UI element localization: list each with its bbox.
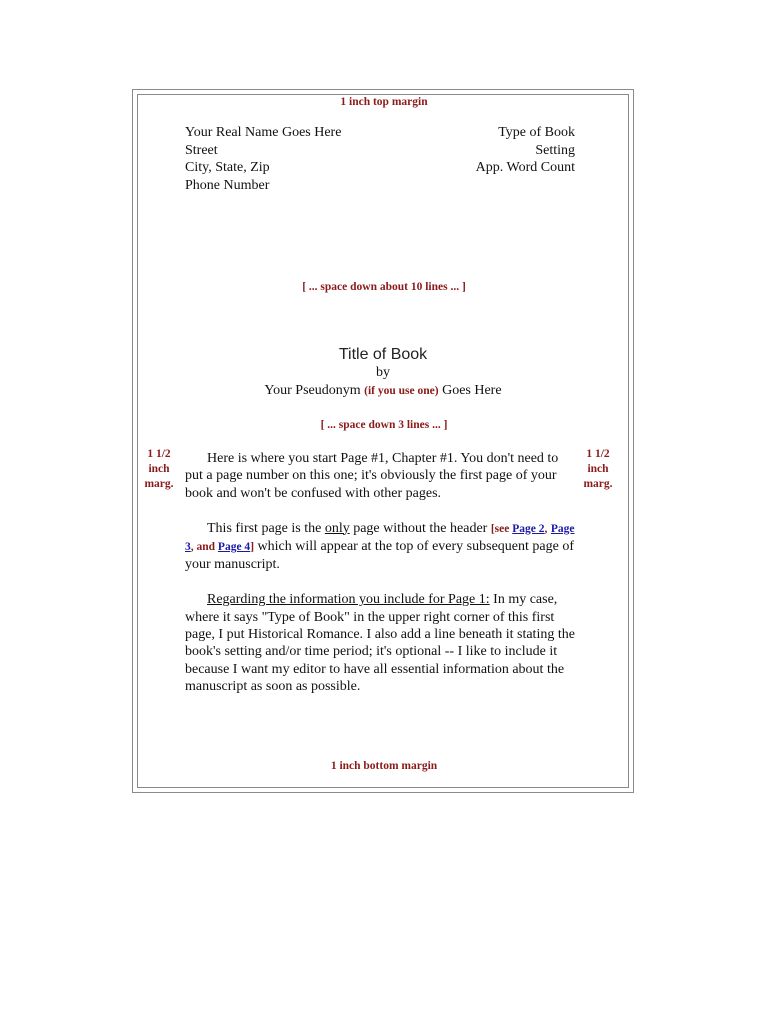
- top-margin-note: 1 inch top margin: [340, 96, 428, 108]
- page-4-link[interactable]: Page 4: [217, 541, 251, 554]
- book-setting: Setting: [535, 142, 575, 158]
- type-of-book: Type of Book: [498, 125, 575, 140]
- bottom-margin-note: 1 inch bottom margin: [330, 760, 438, 772]
- author-contact-block: [185, 124, 341, 194]
- pseudonym-text: Your Pseudonym: [264, 383, 365, 398]
- right-margin-note-line: marg.: [583, 478, 613, 490]
- page-1-info-heading: Regarding the information you include for Page 1:: [207, 592, 490, 608]
- pseudonym-note: (if you use one): [364, 385, 439, 397]
- space-down-3-note: [ ... space down 3 lines ... ]: [320, 419, 448, 431]
- book-info-block: [440, 124, 575, 177]
- right-margin-note: [574, 447, 622, 492]
- link-separator: ,: [544, 522, 548, 535]
- manuscript-body: [185, 450, 575, 713]
- right-margin-note-line: inch: [587, 463, 609, 475]
- word-count: App. Word Count: [475, 160, 575, 175]
- paragraph-2-text: page without the header: [349, 520, 491, 536]
- by-line: by: [376, 365, 390, 380]
- paragraph-1: Here is where you start Page #1, Chapter #1. You don't need to put a page number on this one; it's obviously the first page of your book and won't be confused with other pages.: [185, 451, 559, 501]
- space-down-10-note: [ ... space down about 10 lines ... ]: [302, 281, 466, 293]
- paragraph-2: [185, 520, 575, 574]
- paragraph-2-text: This first page is the: [207, 520, 325, 536]
- book-title: Title of Book: [338, 346, 428, 363]
- left-margin-note-line: marg.: [144, 478, 174, 490]
- pseudonym-line: [132, 382, 634, 400]
- page-3-link[interactable]: Page 3: [185, 522, 575, 554]
- author-real-name: Your Real Name Goes Here: [185, 125, 342, 140]
- left-margin-note-line: 1 1/2: [147, 448, 171, 460]
- link-separator: , and: [190, 541, 218, 554]
- author-city-state-zip: City, State, Zip: [185, 160, 270, 175]
- paragraph-3: [185, 591, 575, 695]
- paragraph-2-text: which will appear at the top of every subsequent page of your manuscript.: [185, 539, 574, 573]
- only-emphasis: only: [324, 520, 350, 536]
- see-bracket-close: ]: [250, 541, 255, 554]
- page-2-link[interactable]: Page 2: [512, 522, 545, 535]
- left-margin-note: [135, 447, 183, 492]
- author-street: Street: [185, 142, 218, 158]
- author-phone: Phone Number: [185, 177, 270, 193]
- see-bracket: [see: [490, 522, 513, 535]
- title-block: [132, 345, 634, 400]
- paragraph-3-text: In my case, where it says "Type of Book" in the upper right corner of this first page, I put Historical Romance. I also add a line beneath it stating the book's setting and/or time period; it's optional -- I like to include it because I want my editor to have all essential information about the manuscript as soon as possible.: [185, 592, 575, 695]
- left-margin-note-line: inch: [148, 463, 170, 475]
- right-margin-note-line: 1 1/2: [586, 448, 610, 460]
- pseudonym-suffix: Goes Here: [438, 383, 502, 398]
